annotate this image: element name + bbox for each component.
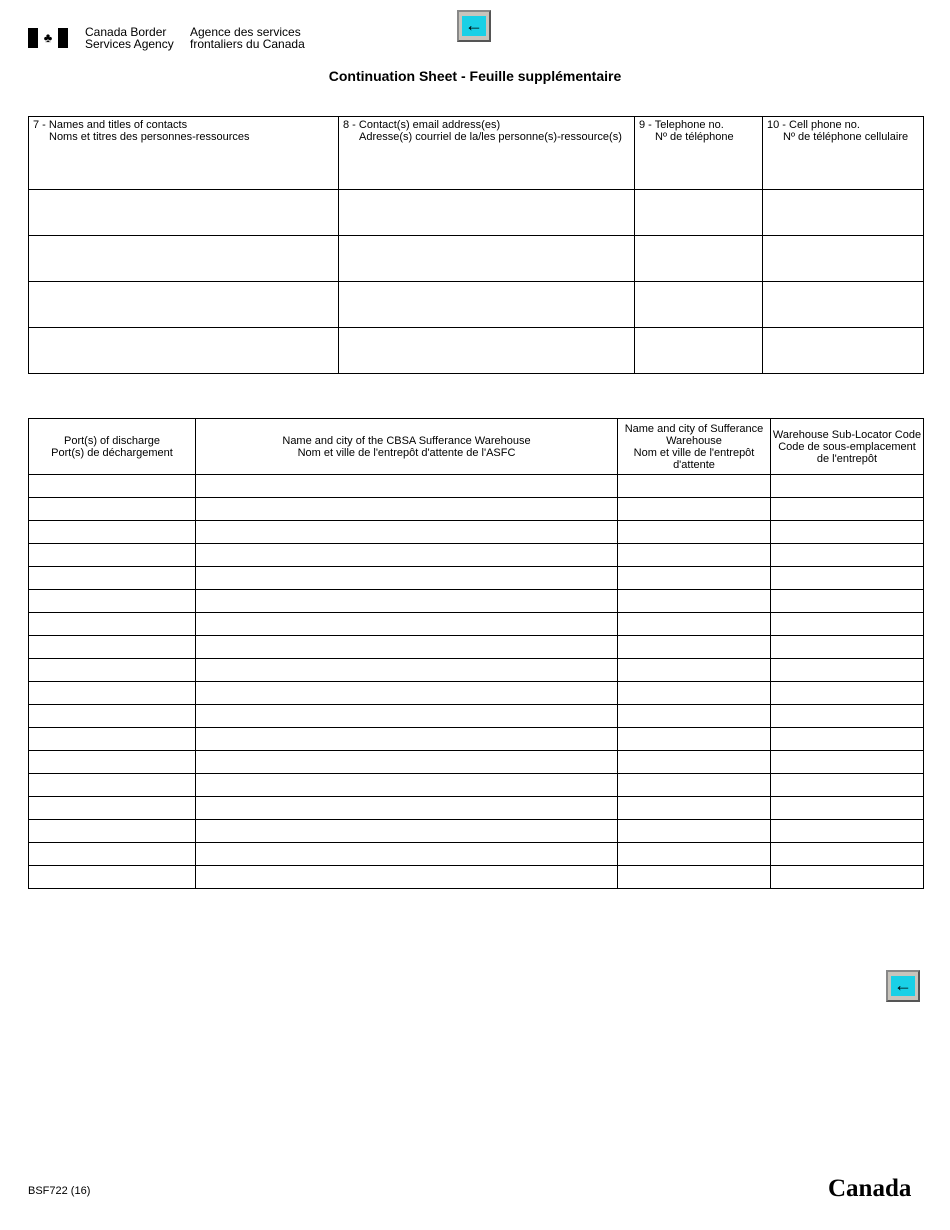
header-fr: Nº de téléphone cellulaire [783, 131, 909, 143]
agency-line: Canada Border [85, 25, 167, 39]
input-cell[interactable] [618, 866, 771, 889]
input-cell[interactable] [618, 544, 771, 567]
input-cell[interactable] [196, 705, 618, 728]
input-cell[interactable] [196, 728, 618, 751]
input-cell[interactable] [339, 236, 635, 282]
header-line: Warehouse Sub-Locator Code [772, 428, 922, 441]
input-cell[interactable] [618, 590, 771, 613]
input-cell[interactable] [771, 682, 924, 705]
input-cell[interactable] [635, 328, 763, 374]
table-row [29, 498, 924, 521]
input-cell[interactable] [29, 636, 196, 659]
input-cell[interactable] [618, 567, 771, 590]
input-cell[interactable] [196, 636, 618, 659]
table-row [29, 328, 924, 374]
input-cell[interactable] [196, 774, 618, 797]
input-cell[interactable] [29, 659, 196, 682]
form-code: BSF722 (16) [28, 1185, 91, 1197]
input-cell[interactable] [29, 705, 196, 728]
header-en: 10 - Cell phone no. [767, 119, 860, 131]
input-cell[interactable] [771, 774, 924, 797]
input-cell[interactable] [29, 820, 196, 843]
input-cell[interactable] [29, 567, 196, 590]
agency-line: Services Agency [85, 37, 174, 51]
header-line: Name and city of the CBSA Sufferance Warehouse [282, 434, 531, 447]
input-cell[interactable] [771, 475, 924, 498]
input-cell[interactable] [339, 190, 635, 236]
header-fr: Adresse(s) courriel de la/les personne(s)-ressource(s) [359, 131, 622, 143]
canada-flag-icon: ♣ [28, 28, 68, 48]
back-button[interactable] [457, 10, 491, 42]
input-cell[interactable] [29, 475, 196, 498]
input-cell[interactable] [196, 659, 618, 682]
input-cell[interactable] [771, 636, 924, 659]
input-cell[interactable] [29, 282, 339, 328]
column-header [618, 419, 771, 475]
table-row [29, 682, 924, 705]
input-cell[interactable] [618, 659, 771, 682]
input-cell[interactable] [29, 751, 196, 774]
header-fr: Noms et titres des personnes-ressources [49, 131, 250, 143]
header-line: Name and city of Sufferance Warehouse [624, 422, 764, 447]
agency-line: Agence des services [190, 25, 301, 39]
input-cell[interactable] [771, 613, 924, 636]
table-row [29, 659, 924, 682]
input-cell[interactable] [618, 636, 771, 659]
header-line: Port(s) of discharge [64, 434, 160, 447]
input-cell[interactable] [618, 797, 771, 820]
agency-line: frontaliers du Canada [190, 37, 305, 51]
agency-name-fr [190, 26, 305, 50]
input-cell[interactable] [29, 613, 196, 636]
input-cell[interactable] [196, 797, 618, 820]
column-header [635, 117, 763, 190]
table-row [29, 820, 924, 843]
input-cell[interactable] [618, 475, 771, 498]
column-header [29, 419, 196, 475]
input-cell[interactable] [196, 590, 618, 613]
input-cell[interactable] [771, 544, 924, 567]
input-cell[interactable] [29, 797, 196, 820]
input-cell[interactable] [771, 797, 924, 820]
input-cell[interactable] [196, 567, 618, 590]
input-cell[interactable] [618, 820, 771, 843]
table-row [29, 613, 924, 636]
input-cell[interactable] [618, 774, 771, 797]
input-cell[interactable] [763, 282, 924, 328]
agency-name-en [85, 26, 174, 50]
input-cell[interactable] [196, 751, 618, 774]
table-row [29, 705, 924, 728]
header-line: Code de sous-emplacement de l'entrepôt [778, 440, 916, 465]
input-cell[interactable] [763, 328, 924, 374]
left-arrow-icon: ← [891, 976, 915, 996]
header-line: Port(s) de déchargement [51, 446, 173, 459]
table-row [29, 797, 924, 820]
table-row [29, 866, 924, 889]
header-line: Nom et ville de l'entrepôt d'attente [633, 446, 755, 471]
left-arrow-icon: ← [462, 16, 486, 36]
input-cell[interactable] [29, 843, 196, 866]
input-cell[interactable] [196, 475, 618, 498]
input-cell[interactable] [196, 498, 618, 521]
input-cell[interactable] [771, 659, 924, 682]
input-cell[interactable] [771, 866, 924, 889]
input-cell[interactable] [771, 521, 924, 544]
input-cell[interactable] [771, 751, 924, 774]
input-cell[interactable] [618, 843, 771, 866]
input-cell[interactable] [29, 236, 339, 282]
page-title: Continuation Sheet - Feuille supplémentaire [328, 68, 622, 84]
input-cell[interactable] [29, 544, 196, 567]
input-cell[interactable] [635, 282, 763, 328]
warehouse-table [28, 418, 924, 889]
input-cell[interactable] [339, 328, 635, 374]
table-row [29, 190, 924, 236]
column-header [763, 117, 924, 190]
input-cell[interactable] [771, 498, 924, 521]
input-cell[interactable] [29, 774, 196, 797]
input-cell[interactable] [763, 190, 924, 236]
input-cell[interactable] [29, 682, 196, 705]
input-cell[interactable] [29, 498, 196, 521]
table-row [29, 728, 924, 751]
table-row [29, 774, 924, 797]
header-en: 9 - Telephone no. [639, 119, 724, 131]
input-cell[interactable] [771, 567, 924, 590]
column-header [196, 419, 618, 475]
input-cell[interactable] [618, 705, 771, 728]
input-cell[interactable] [635, 190, 763, 236]
table-row [29, 544, 924, 567]
input-cell[interactable] [29, 190, 339, 236]
input-cell[interactable] [29, 728, 196, 751]
input-cell[interactable] [339, 282, 635, 328]
input-cell[interactable] [196, 866, 618, 889]
column-header [771, 419, 924, 475]
input-cell[interactable] [196, 843, 618, 866]
input-cell[interactable] [196, 613, 618, 636]
header-en: 8 - Contact(s) email address(es) [343, 119, 501, 131]
input-cell[interactable] [29, 866, 196, 889]
input-cell[interactable] [618, 728, 771, 751]
input-cell[interactable] [771, 843, 924, 866]
table-row [29, 636, 924, 659]
input-cell[interactable] [618, 682, 771, 705]
input-cell[interactable] [635, 236, 763, 282]
input-cell[interactable] [771, 590, 924, 613]
input-cell[interactable] [771, 728, 924, 751]
back-button-bottom[interactable] [886, 970, 920, 1002]
header-en: 7 - Names and titles of contacts [33, 119, 188, 131]
header-line: Nom et ville de l'entrepôt d'attente de l'ASFC [297, 446, 516, 459]
table-row [29, 751, 924, 774]
canada-wordmark: Canada [828, 1175, 912, 1202]
input-cell[interactable] [763, 236, 924, 282]
input-cell[interactable] [618, 751, 771, 774]
contacts-table [28, 116, 924, 374]
input-cell[interactable] [29, 328, 339, 374]
input-cell[interactable] [196, 544, 618, 567]
input-cell[interactable] [771, 820, 924, 843]
header-fr: Nº de téléphone [655, 131, 734, 143]
table-row [29, 475, 924, 498]
input-cell[interactable] [618, 498, 771, 521]
table-row [29, 521, 924, 544]
input-cell[interactable] [196, 682, 618, 705]
input-cell[interactable] [29, 590, 196, 613]
column-header [29, 117, 339, 190]
input-cell[interactable] [618, 613, 771, 636]
input-cell[interactable] [771, 705, 924, 728]
input-cell[interactable] [196, 820, 618, 843]
table-row [29, 843, 924, 866]
table-row [29, 282, 924, 328]
input-cell[interactable] [29, 521, 196, 544]
table-row [29, 567, 924, 590]
table-row [29, 236, 924, 282]
table-row [29, 590, 924, 613]
input-cell[interactable] [196, 521, 618, 544]
column-header [339, 117, 635, 190]
input-cell[interactable] [618, 521, 771, 544]
